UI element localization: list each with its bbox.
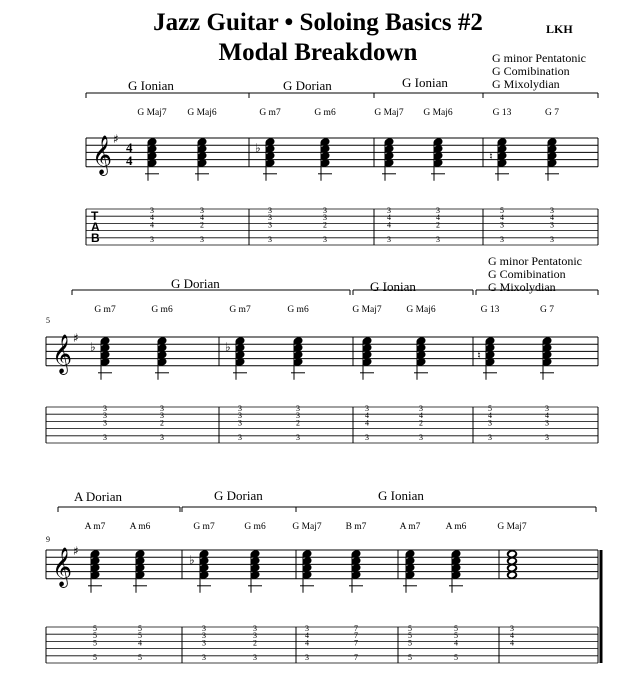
note-head [384, 152, 394, 160]
tab-number: 3 [488, 418, 492, 428]
tab-number: 3 [305, 652, 309, 662]
tab-number: 4 [488, 411, 492, 421]
sharp-icon: ♯ [73, 544, 79, 558]
tab-number: 3 [268, 206, 272, 215]
tab-number: 5 [93, 638, 97, 648]
tab-letter: A [91, 220, 100, 234]
tab-number: 3 [323, 213, 327, 223]
tab-number: 3 [419, 404, 423, 413]
tab-number: 4 [550, 213, 554, 223]
tab-number: 2 [253, 638, 257, 648]
tab-number: 3 [238, 404, 242, 413]
tab-number: 4 [419, 411, 423, 421]
scale-note: G minor Pentatonic [488, 254, 582, 268]
tab-number: 4 [500, 213, 504, 223]
chord-symbol: G 7 [545, 108, 559, 118]
measure-number: 9 [46, 535, 50, 544]
tab-number: 5 [454, 631, 458, 641]
tab-number: 2 [160, 418, 164, 428]
tab-number: 7 [354, 624, 358, 633]
tab-number: 3 [202, 631, 206, 641]
note-head [250, 564, 260, 572]
tab-number: 3 [150, 206, 154, 215]
tab-number: 3 [103, 418, 107, 428]
tab-number: 3 [103, 404, 107, 413]
chord-symbol: B m7 [345, 522, 367, 532]
note-head [451, 564, 461, 572]
tab-number: 3 [268, 213, 272, 223]
tab-number: 3 [500, 234, 504, 244]
note-head [416, 351, 426, 359]
tab-number: 3 [268, 234, 272, 244]
section-label: G Ionian [378, 488, 424, 503]
tab-number: 3 [253, 631, 257, 641]
treble-clef-icon: 𝄞 [92, 135, 113, 175]
note-head [485, 351, 495, 359]
tab-number: 3 [200, 206, 204, 215]
tab-number: 2 [323, 220, 327, 230]
treble-clef-icon: 𝄞 [52, 334, 73, 374]
tab-letter: T [91, 209, 99, 223]
note-head [351, 564, 361, 572]
flat-icon: ♭ [90, 340, 96, 354]
natural-icon: ♮ [477, 349, 481, 362]
tab-number: 5 [408, 624, 412, 633]
tab-number: 3 [103, 411, 107, 421]
chord-symbol: G m6 [151, 305, 173, 315]
tab-number: 4 [454, 638, 458, 648]
tab-number: 5 [500, 206, 504, 215]
tab-number: 7 [354, 652, 358, 662]
chord-symbol: G m7 [229, 305, 251, 315]
tab-number: 5 [408, 652, 412, 662]
tab-number: 5 [408, 638, 412, 648]
note-head [199, 564, 209, 572]
tab-number: 3 [545, 418, 549, 428]
sharp-icon: ♯ [113, 132, 119, 146]
chord-symbol: G 7 [540, 305, 554, 315]
tab-number: 3 [419, 432, 423, 442]
tab-number: 5 [454, 624, 458, 633]
section-label: G Ionian [370, 279, 416, 294]
section-label: A Dorian [74, 489, 123, 504]
chord-symbol: G Maj7 [137, 108, 167, 118]
scale-note: G Mixolydian [492, 77, 560, 91]
flat-icon: ♭ [189, 553, 195, 567]
note-head [497, 152, 507, 160]
tab-number: 4 [305, 631, 309, 641]
tab-number: 5 [93, 624, 97, 633]
chord-symbol: G m7 [259, 108, 281, 118]
tab-number: 5 [138, 631, 142, 641]
tab-number: 2 [419, 418, 423, 428]
tab-number: 3 [296, 432, 300, 442]
note-head [508, 565, 517, 571]
tab-number: 3 [296, 404, 300, 413]
tab-number: 5 [93, 631, 97, 641]
tab-number: 3 [436, 234, 440, 244]
tab-number: 3 [253, 624, 257, 633]
chord-symbol: G m6 [314, 108, 336, 118]
tab-number: 3 [296, 411, 300, 421]
tab-number: 3 [268, 220, 272, 230]
chord-symbol: G Maj7 [497, 522, 527, 532]
tab-number: 5 [138, 624, 142, 633]
note-head [147, 152, 157, 160]
tab-number: 4 [436, 213, 440, 223]
chord-symbol: G m7 [193, 522, 215, 532]
tab-number: 3 [550, 220, 554, 230]
tab-number: 5 [93, 652, 97, 662]
note-head [293, 351, 303, 359]
section-label: G Ionian [128, 78, 174, 93]
tab-number: 3 [545, 432, 549, 442]
tab-number: 4 [305, 638, 309, 648]
tab-number: 5 [488, 404, 492, 413]
treble-clef-icon: 𝄞 [52, 547, 73, 587]
note-head [508, 572, 517, 578]
chord-symbol: G Maj7 [374, 108, 404, 118]
tab-number: 3 [202, 624, 206, 633]
tab-number: 4 [150, 213, 154, 223]
tab-number: 3 [550, 206, 554, 215]
tab-number: 5 [454, 652, 458, 662]
tab-number: 3 [238, 411, 242, 421]
chord-symbol: A m6 [445, 522, 467, 532]
tab-number: 2 [296, 418, 300, 428]
flat-icon: ♭ [255, 141, 261, 155]
page-subtitle: Modal Breakdown [218, 39, 418, 66]
page-title: Jazz Guitar • Soloing Basics #2 [153, 9, 483, 36]
tab-number: 3 [160, 411, 164, 421]
tab-number: 4 [138, 638, 142, 648]
chord-symbol: G 13 [492, 108, 512, 118]
chord-symbol: G m6 [244, 522, 266, 532]
tab-number: 2 [200, 220, 204, 230]
chord-symbol: G m7 [94, 305, 116, 315]
note-head [100, 351, 110, 359]
scale-note: G minor Pentatonic [492, 51, 586, 65]
chord-symbol: A m7 [399, 522, 421, 532]
tab-number: 3 [200, 234, 204, 244]
tab-number: 3 [202, 652, 206, 662]
tab-number: 3 [160, 432, 164, 442]
tab-number: 4 [150, 220, 154, 230]
tab-number: 3 [387, 206, 391, 215]
tab-number: 4 [365, 411, 369, 421]
tab-number: 5 [138, 652, 142, 662]
tab-number: 3 [305, 624, 309, 633]
author-initials: LKH [546, 22, 573, 36]
tab-number: 4 [510, 631, 514, 641]
tab-number: 3 [323, 234, 327, 244]
note-head [542, 351, 552, 359]
sharp-icon: ♯ [73, 331, 79, 345]
tab-number: 4 [387, 220, 391, 230]
section-label: G Dorian [283, 78, 332, 93]
chord-symbol: G 13 [480, 305, 500, 315]
note-head [135, 564, 145, 572]
chord-symbol: G Maj6 [187, 108, 217, 118]
note-head [508, 551, 517, 557]
chord-symbol: G Maj7 [352, 305, 382, 315]
tab-number: 3 [436, 206, 440, 215]
tab-letter: B [91, 231, 100, 245]
tab-number: 7 [354, 638, 358, 648]
note-head [362, 351, 372, 359]
tab-number: 3 [238, 418, 242, 428]
note-head [508, 558, 517, 564]
tab-number: 3 [387, 234, 391, 244]
tab-number: 3 [550, 234, 554, 244]
tab-number: 3 [150, 234, 154, 244]
chord-symbol: G Maj6 [406, 305, 436, 315]
tab-number: 4 [365, 418, 369, 428]
chord-symbol: A m6 [129, 522, 151, 532]
tab-number: 7 [354, 631, 358, 641]
scale-note: G Comibination [488, 267, 566, 281]
tab-number: 3 [253, 652, 257, 662]
time-signature-top: 4 [126, 140, 133, 155]
scale-note: G Comibination [492, 64, 570, 78]
section-label: G Ionian [402, 75, 448, 90]
chord-symbol: A m7 [84, 522, 106, 532]
chord-symbol: G Maj7 [292, 522, 322, 532]
tab-number: 3 [365, 404, 369, 413]
tab-number: 4 [387, 213, 391, 223]
tab-number: 3 [365, 432, 369, 442]
note-head [433, 152, 443, 160]
tab-number: 3 [202, 638, 206, 648]
note-head [265, 152, 275, 160]
tab-number: 2 [436, 220, 440, 230]
note-head [197, 152, 207, 160]
tab-number: 4 [510, 638, 514, 648]
note-head [405, 564, 415, 572]
section-label: G Dorian [171, 276, 220, 291]
tab-number: 3 [488, 432, 492, 442]
note-head [157, 351, 167, 359]
chord-symbol: G m6 [287, 305, 309, 315]
note-head [235, 351, 245, 359]
tab-number: 3 [323, 206, 327, 215]
flat-icon: ♭ [225, 340, 231, 354]
natural-icon: ♮ [489, 150, 493, 163]
tab-number: 3 [500, 220, 504, 230]
note-head [547, 152, 557, 160]
note-head [90, 564, 100, 572]
tab-number: 4 [200, 213, 204, 223]
scale-note: G Mixolydian [488, 280, 556, 294]
tab-number: 3 [238, 432, 242, 442]
tab-number: 3 [510, 624, 514, 633]
section-label: G Dorian [214, 488, 263, 503]
tab-number: 3 [103, 432, 107, 442]
note-head [302, 564, 312, 572]
tab-number: 3 [160, 404, 164, 413]
tab-number: 4 [545, 411, 549, 421]
tab-number: 3 [545, 404, 549, 413]
note-head [320, 152, 330, 160]
time-signature-bottom: 4 [126, 153, 133, 168]
tab-number: 5 [408, 631, 412, 641]
chord-symbol: G Maj6 [423, 108, 453, 118]
measure-number: 5 [46, 316, 50, 325]
